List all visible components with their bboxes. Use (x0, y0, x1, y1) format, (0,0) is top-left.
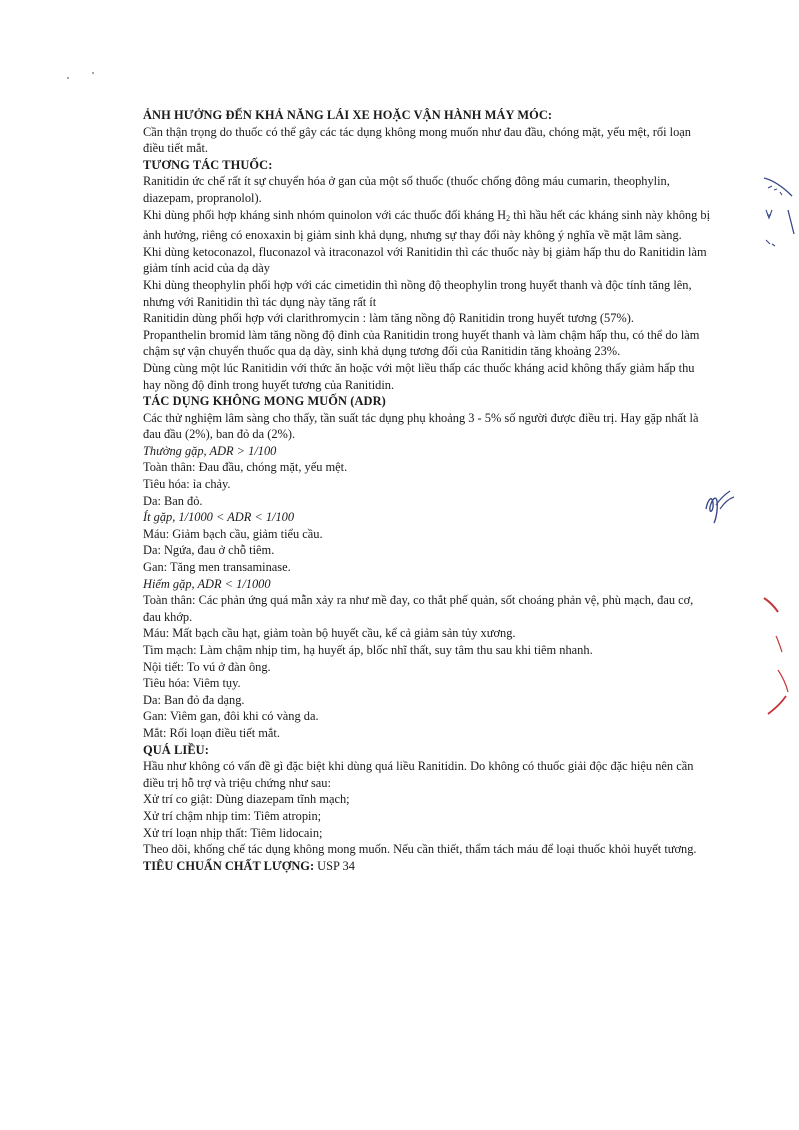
document-body (143, 107, 713, 874)
overdose-item: Xử trí chậm nhịp tim: Tiêm atropin; (143, 808, 322, 823)
interaction-2-text-b: thì hầu hết các kháng sinh này không bị ảnh hưởng, riêng có enoxaxin bị giảm sinh khả dụng, nhưng sự thay đổi này không ý nghĩa về mặt lâm sàng. (143, 207, 711, 243)
adr-rare-item: Tiêu hóa: Viêm tụy. (143, 676, 241, 691)
handwritten-initial-signature (700, 485, 740, 525)
adr-rare-item: Gan: Viêm gan, đôi khi có vàng da. (143, 709, 319, 724)
adr-rare-item: Mắt: Rối loạn điều tiết mắt. (143, 725, 280, 740)
partial-stamp-mark (758, 170, 799, 260)
adr-common-item: Da: Ban đỏ. (143, 493, 203, 508)
scan-dust-dot (67, 77, 69, 79)
adr-uncommon-item: Máu: Giảm bạch cầu, giảm tiểu cầu. (143, 526, 323, 541)
quality-standard-label: TIÊU CHUẨN CHẤT LƯỢNG: (143, 858, 315, 873)
paragraph-overdose-intro: Hầu như không có vấn đề gì đặc biệt khi dùng quá liều Ranitidin. Do không có thuốc giải độc đặc hiệu nên cần điều trị hỗ trợ và triệu chứng như sau: (143, 759, 694, 790)
paragraph-interaction-7: Dùng cùng một lúc Ranitidin với thức ăn hoặc với một liều thấp các thuốc kháng acid không thấy giảm hấp thu hay nồng độ đỉnh trong huyết tương của Ranitidin. (143, 360, 695, 392)
scan-dust-dot (92, 72, 94, 74)
quality-standard-value: USP 34 (314, 858, 355, 873)
paragraph-interaction-2 (143, 207, 713, 244)
paragraph-driving: Cần thận trọng do thuốc có thể gây các tác dụng không mong muốn như đau đầu, chóng mặt, yếu mệt, rối loạn điều tiết mắt. (143, 124, 691, 156)
paragraph-interaction-3: Khi dùng ketoconazol, fluconazol và itraconazol với Ranitidin thì các thuốc này bị giảm hấp thu do Ranitidin làm giảm tính acid của dạ dày (143, 244, 707, 276)
adr-rare-title: Hiếm gặp, ADR < 1/1000 (143, 576, 271, 591)
adr-common-item: Toàn thân: Đau đầu, chóng mặt, yếu mệt. (143, 460, 348, 475)
paragraph-interaction-4: Khi dùng theophylin phối hợp với các cimetidin thì nồng độ theophylin trong huyết thanh và độc tính tăng lên, nhưng với Ranitidin thì tác dụng này tăng rất ít (143, 277, 692, 309)
adr-rare-item: Máu: Mất bạch cầu hạt, giảm toàn bộ huyết cầu, kể cả giảm sản tủy xương. (143, 626, 516, 641)
adr-rare-item: Nội tiết: To vú ở đàn ông. (143, 659, 271, 674)
paragraph-overdose-outro: Theo dõi, khống chế tác dụng không mong muốn. Nếu cần thiết, thẩm tách máu để loại thuốc khỏi huyết tương. (143, 842, 697, 857)
adr-rare-item: Da: Ban đỏ đa dạng. (143, 692, 245, 707)
paragraph-interaction-1: Ranitidin ức chế rất ít sự chuyển hóa ở gan của một số thuốc (thuốc chống đông máu cumarin, theophylin, diazepam, propranolol). (143, 174, 670, 205)
quality-standard-line (143, 858, 713, 875)
heading-overdose: QUÁ LIỀU: (143, 742, 209, 757)
overdose-item: Xử trí co giật: Dùng diazepam tĩnh mạch; (143, 792, 350, 807)
adr-rare-item: Toàn thân: Các phản ứng quá mẫn xảy ra như mề đay, co thắt phế quản, sốt choáng phản vệ, phù mạch, đau cơ, đau khớp. (143, 593, 694, 624)
paragraph-adr-intro: Các thử nghiệm lâm sàng cho thấy, tần suất tác dụng phụ khoảng 3 - 5% số người được điều trị. Hay gặp nhất là đau đầu (2%), ban đỏ da (2%). (143, 410, 699, 442)
heading-adverse-reactions: TÁC DỤNG KHÔNG MONG MUỐN (ADR) (143, 394, 386, 409)
interaction-2-text-a: Khi dùng phối hợp kháng sinh nhóm quinolon với các thuốc đối kháng H (143, 207, 507, 222)
paragraph-interaction-5: Ranitidin dùng phối hợp với clarithromycin : làm tăng nồng độ Ranitidin trong huyết tương (57%). (143, 311, 634, 326)
adr-uncommon-title: Ít gặp, 1/1000 < ADR < 1/100 (143, 510, 295, 525)
adr-common-title: Thường gặp, ADR > 1/100 (143, 443, 277, 458)
adr-common-item: Tiêu hóa: ỉa chảy. (143, 477, 231, 492)
adr-uncommon-item: Gan: Tăng men transaminase. (143, 560, 291, 575)
heading-driving: ẢNH HƯỞNG ĐẾN KHẢ NĂNG LÁI XE HOẶC VẬN HÀNH MÁY MÓC: (143, 108, 553, 122)
heading-interactions: TƯƠNG TÁC THUỐC: (143, 157, 273, 172)
overdose-item: Xử trí loạn nhịp thất: Tiêm lidocain; (143, 825, 323, 840)
adr-uncommon-item: Da: Ngứa, đau ở chỗ tiêm. (143, 543, 275, 558)
adr-rare-item: Tim mạch: Làm chậm nhịp tim, hạ huyết áp, blốc nhĩ thất, suy tâm thu sau khi tiêm nhanh. (143, 643, 593, 657)
red-margin-marks (760, 592, 799, 722)
paragraph-interaction-6: Propanthelin bromid làm tăng nồng độ đỉnh của Ranitidin trong huyết thanh và làm chậm hấp thu, có thể do làm chậm sự vận chuyển thuốc qua dạ dày, sinh khả dụng tương đối của Ranitidin tăng khoảng 23%. (143, 327, 700, 359)
interaction-2-subscript: 2 (506, 213, 511, 223)
